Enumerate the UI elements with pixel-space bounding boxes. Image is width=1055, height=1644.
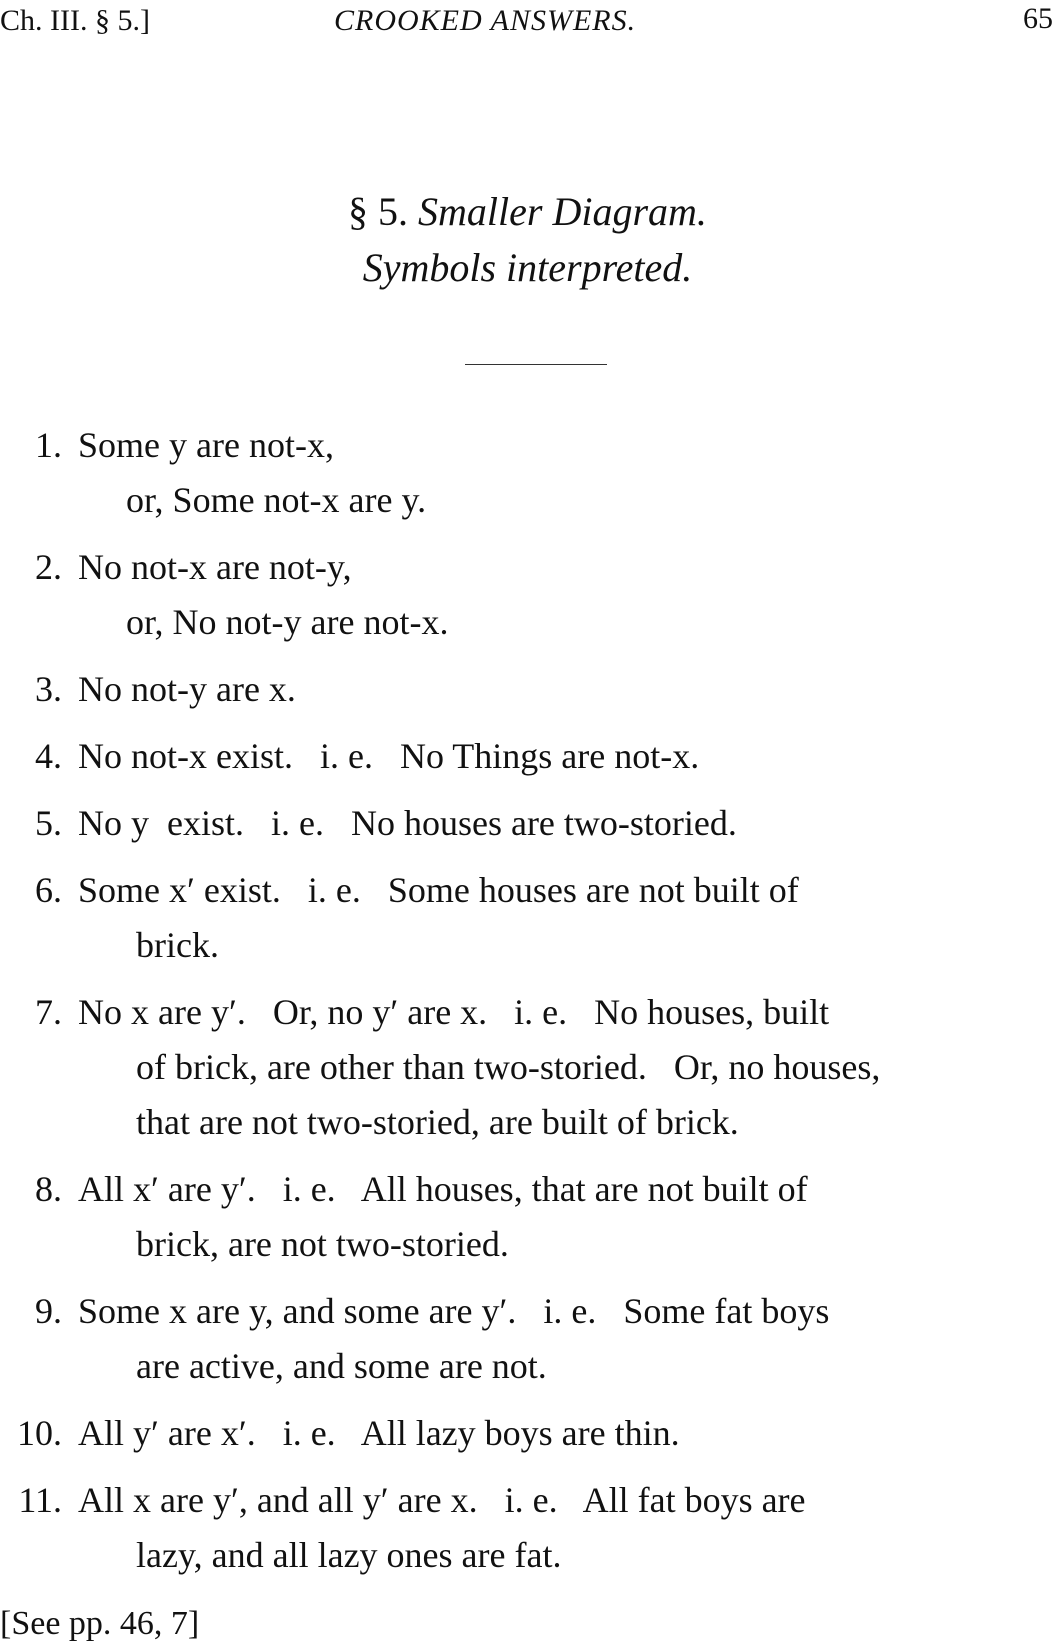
list-item bbox=[0, 1406, 1055, 1461]
footnote-reference: [See pp. 46, 7] bbox=[0, 1605, 200, 1642]
list-item bbox=[0, 729, 1055, 784]
item-list bbox=[0, 418, 1055, 1583]
item-line: Some y are not-x, bbox=[78, 425, 334, 465]
item-number: 5. bbox=[35, 803, 62, 843]
section-title bbox=[0, 184, 1055, 296]
list-item bbox=[0, 796, 1055, 851]
item-number: 11. bbox=[18, 1480, 62, 1520]
item-line: No x are y′. Or, no y′ are x. i. e. No houses, built bbox=[78, 992, 830, 1032]
item-number: 2. bbox=[35, 547, 62, 587]
item-line: No not-x are not-y, bbox=[78, 547, 352, 587]
item-line: No not-x exist. i. e. No Things are not-x. bbox=[78, 736, 700, 776]
item-line: All x are y′, and all y′ are x. i. e. All fat boys are bbox=[78, 1480, 806, 1520]
list-item bbox=[0, 1473, 1055, 1583]
item-number: 4. bbox=[35, 736, 62, 776]
page-number: 65 bbox=[1023, 2, 1053, 35]
section-title-line2: Symbols interpreted. bbox=[362, 245, 693, 290]
item-number: 10. bbox=[17, 1413, 62, 1453]
list-item bbox=[0, 1162, 1055, 1272]
list-item bbox=[0, 863, 1055, 973]
item-line: No not-y are x. bbox=[78, 669, 296, 709]
list-item bbox=[0, 985, 1055, 1150]
running-title: CROOKED ANSWERS. bbox=[334, 4, 637, 37]
item-number: 1. bbox=[35, 425, 62, 465]
item-line: All y′ are x′. i. e. All lazy boys are thin. bbox=[78, 1413, 680, 1453]
item-number: 9. bbox=[35, 1291, 62, 1331]
list-item bbox=[0, 662, 1055, 717]
item-line: All x′ are y′. i. e. All houses, that are not built of bbox=[78, 1169, 808, 1209]
item-line: brick, are not two-storied. bbox=[136, 1224, 509, 1264]
divider-rule bbox=[465, 364, 607, 365]
running-header bbox=[0, 4, 1055, 44]
chapter-reference: Ch. III. § 5.] bbox=[0, 4, 150, 37]
list-item bbox=[0, 418, 1055, 528]
section-number: § 5. bbox=[348, 189, 409, 234]
item-line: or, Some not-x are y. bbox=[126, 480, 427, 520]
item-line: or, No not-y are not-x. bbox=[126, 602, 449, 642]
item-number: 6. bbox=[35, 870, 62, 910]
item-line: of brick, are other than two-storied. Or, no houses, bbox=[136, 1047, 881, 1087]
list-item bbox=[0, 540, 1055, 650]
item-line: lazy, and all lazy ones are fat. bbox=[136, 1535, 562, 1575]
item-line: are active, and some are not. bbox=[136, 1346, 547, 1386]
item-number: 8. bbox=[35, 1169, 62, 1209]
item-line: Some x are y, and some are y′. i. e. Some fat boys bbox=[78, 1291, 830, 1331]
item-line: that are not two-storied, are built of brick. bbox=[136, 1102, 739, 1142]
list-item bbox=[0, 1284, 1055, 1394]
item-number: 7. bbox=[35, 992, 62, 1032]
item-number: 3. bbox=[35, 669, 62, 709]
item-line: brick. bbox=[136, 925, 219, 965]
item-line: No y exist. i. e. No houses are two-storied. bbox=[78, 803, 737, 843]
item-line: Some x′ exist. i. e. Some houses are not built of bbox=[78, 870, 799, 910]
section-title-line1: Smaller Diagram. bbox=[418, 189, 707, 234]
